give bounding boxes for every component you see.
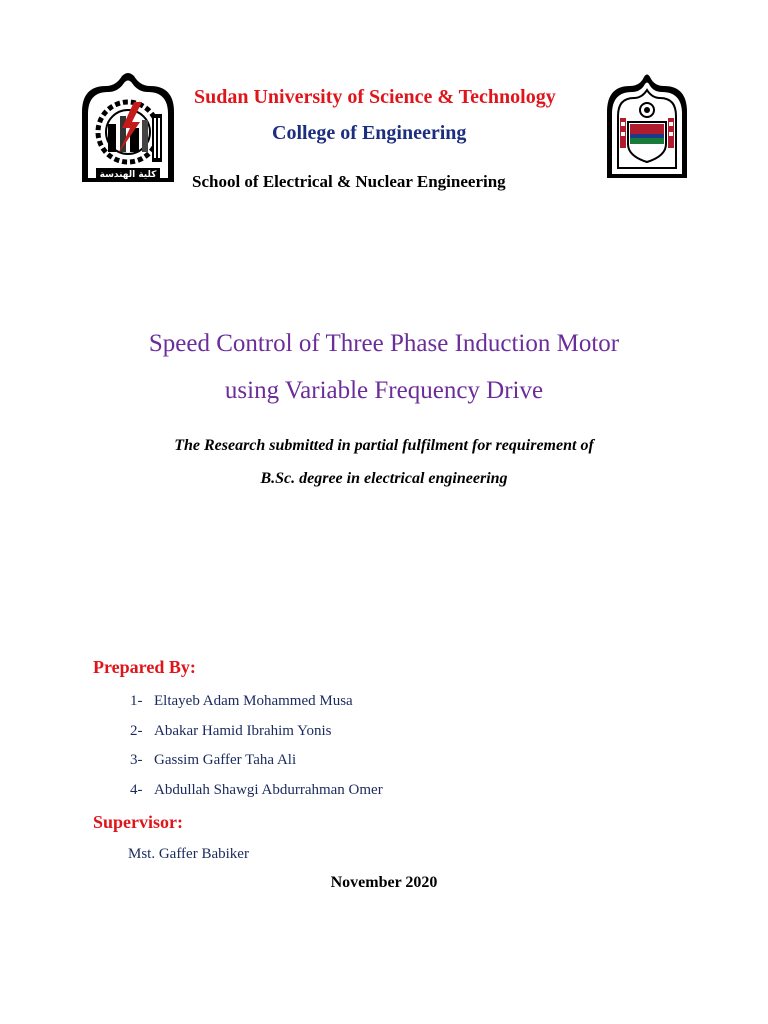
member-name: Abakar Hamid Ibrahim Yonis <box>154 723 332 739</box>
supervisor-heading: Supervisor: <box>93 812 183 832</box>
university-seal-icon <box>604 74 690 180</box>
member-name: Abdullah Shawgi Abdurrahman Omer <box>154 782 383 798</box>
college-name: College of Engineering <box>272 122 467 144</box>
engineering-college-emblem-icon <box>78 72 178 187</box>
member-number: 2- <box>130 723 143 739</box>
subtitle-line-1: The Research submitted in partial fulfilment for requirement of <box>174 437 594 454</box>
prepared-by-heading: Prepared By: <box>93 657 196 677</box>
member-number: 4- <box>130 782 143 798</box>
thesis-title-line-1: Speed Control of Three Phase Induction Motor <box>148 330 620 357</box>
member-list-item <box>130 752 296 769</box>
member-number: 1- <box>130 693 143 709</box>
thesis-title-line-2: using Variable Frequency Drive <box>224 377 544 404</box>
member-list-item <box>130 723 331 740</box>
submission-date <box>0 874 768 892</box>
school-name: School of Electrical & Nuclear Engineering <box>192 172 506 191</box>
date-text: November 2020 <box>330 874 438 891</box>
subtitle-line-2: B.Sc. degree in electrical engineering <box>260 470 508 487</box>
member-name: Gassim Gaffer Taha Ali <box>154 752 297 768</box>
supervisor-name: Mst. Gaffer Babiker <box>128 846 249 862</box>
university-name: Sudan University of Science & Technology <box>194 86 556 108</box>
member-list-item <box>130 693 353 710</box>
member-name: Eltayeb Adam Mohammed Musa <box>154 693 353 709</box>
member-list-item <box>130 782 383 799</box>
logo-caption-text: كلية الهندسة <box>99 170 157 180</box>
member-number: 3- <box>130 752 143 768</box>
